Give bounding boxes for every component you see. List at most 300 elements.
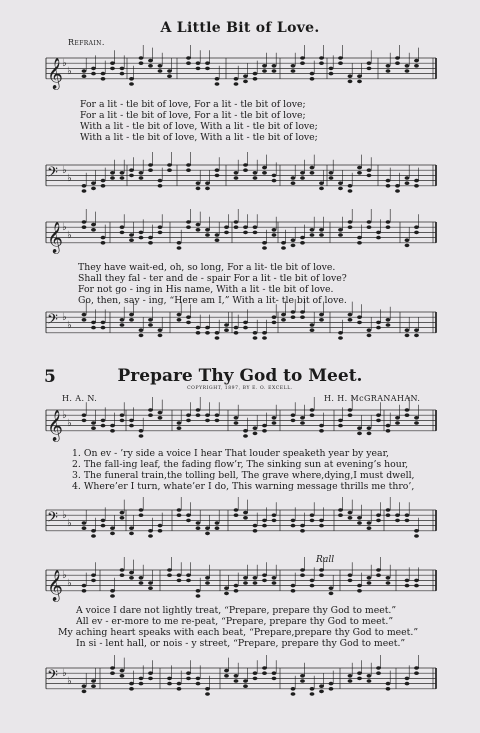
lyric-line: Go, then, say - ing, “Here am I,” With a lit- tle bit of love. <box>78 295 347 306</box>
note-head <box>196 67 201 71</box>
note-head <box>253 231 258 235</box>
note-head <box>310 579 315 583</box>
note-head <box>291 176 296 180</box>
note-head <box>243 516 248 520</box>
note-head <box>376 519 381 523</box>
note-head <box>91 326 96 330</box>
note-head <box>291 419 296 423</box>
note-head <box>300 674 305 678</box>
note-head <box>367 168 372 172</box>
note-head <box>139 231 144 235</box>
note-head <box>177 682 182 686</box>
note-head <box>253 581 258 585</box>
note-head <box>101 419 106 423</box>
note-head <box>234 176 239 180</box>
note-head <box>139 576 144 580</box>
note-head <box>348 579 353 583</box>
note-head <box>234 679 239 683</box>
note-head <box>338 233 343 237</box>
note-head <box>196 413 201 417</box>
note-head <box>91 579 96 583</box>
note-head <box>196 228 201 232</box>
note-head <box>386 64 391 68</box>
note-head <box>177 687 182 691</box>
note-head <box>262 666 267 670</box>
note-head <box>281 313 286 317</box>
note-head <box>405 413 410 417</box>
note-head <box>357 166 362 170</box>
note-head <box>205 576 210 580</box>
note-head <box>386 184 391 188</box>
note-head <box>129 687 134 691</box>
note-head <box>367 432 372 436</box>
note-head <box>120 516 125 520</box>
note-head <box>91 421 96 425</box>
note-head <box>243 679 248 683</box>
note-head <box>386 687 391 691</box>
note-head <box>110 589 115 593</box>
note-head <box>129 419 134 423</box>
note-head <box>243 581 248 585</box>
note-head <box>386 225 391 229</box>
note-head <box>167 568 172 572</box>
note-head <box>300 315 305 319</box>
note-head <box>177 573 182 577</box>
note-head <box>101 236 106 240</box>
note-head <box>367 426 372 430</box>
note-head <box>310 584 315 588</box>
bass-clef: 𝄢 <box>47 311 58 332</box>
note-head <box>205 233 210 237</box>
note-head <box>272 576 277 580</box>
note-head <box>177 421 182 425</box>
flat-sign: ♭ <box>67 418 72 429</box>
note-head <box>357 584 362 588</box>
note-head <box>215 413 220 417</box>
note-head <box>319 318 324 322</box>
note-head <box>348 313 353 317</box>
note-head <box>120 568 125 572</box>
note-head <box>291 584 296 588</box>
note-head <box>348 413 353 417</box>
note-head <box>243 321 248 325</box>
note-head <box>196 408 201 412</box>
note-head <box>348 674 353 678</box>
note-head <box>243 168 248 172</box>
note-head <box>414 64 419 68</box>
note-head <box>348 679 353 683</box>
note-head <box>196 677 201 681</box>
note-head <box>405 334 410 338</box>
note-head <box>414 59 419 63</box>
note-head <box>395 189 400 193</box>
note-head <box>357 321 362 325</box>
note-head <box>82 526 87 530</box>
note-head <box>148 236 153 240</box>
note-head <box>405 579 410 583</box>
note-head <box>281 246 286 250</box>
note-head <box>386 682 391 686</box>
note-head <box>167 168 172 172</box>
note-head <box>338 424 343 428</box>
note-head <box>215 233 220 237</box>
note-head <box>262 429 267 433</box>
note-head <box>272 581 277 585</box>
note-head <box>148 671 153 675</box>
note-head <box>253 671 258 675</box>
note-head <box>310 687 315 691</box>
note-head <box>82 225 87 229</box>
note-head <box>91 187 96 191</box>
note-head <box>310 228 315 232</box>
note-head <box>414 328 419 332</box>
note-head <box>120 72 125 76</box>
note-head <box>395 56 400 60</box>
note-head <box>262 424 267 428</box>
treble-clef: 𝄞 <box>47 409 63 441</box>
note-head <box>357 589 362 593</box>
note-head <box>120 225 125 229</box>
note-head <box>310 519 315 523</box>
note-head <box>129 571 134 575</box>
note-head <box>196 181 201 185</box>
note-head <box>234 82 239 86</box>
flat-sign: ♭ <box>67 676 72 687</box>
note-head <box>110 666 115 670</box>
note-head <box>291 315 296 319</box>
note-head <box>110 67 115 71</box>
note-head <box>272 321 277 325</box>
note-head <box>357 171 362 175</box>
note-head <box>243 80 248 84</box>
note-head <box>243 429 248 433</box>
note-head <box>300 416 305 420</box>
note-head <box>414 534 419 538</box>
note-head <box>215 168 220 172</box>
note-head <box>82 419 87 423</box>
note-head <box>338 336 343 340</box>
note-head <box>243 684 248 688</box>
note-head <box>91 223 96 227</box>
note-head <box>300 679 305 683</box>
note-head <box>243 434 248 438</box>
note-head <box>272 174 277 178</box>
note-head <box>357 80 362 84</box>
note-head <box>272 519 277 523</box>
note-head <box>101 321 106 325</box>
note-head <box>177 246 182 250</box>
note-head <box>139 682 144 686</box>
note-head <box>148 168 153 172</box>
note-head <box>205 419 210 423</box>
note-head <box>386 318 391 322</box>
note-head <box>357 677 362 681</box>
note-head <box>167 682 172 686</box>
note-head <box>253 225 258 229</box>
note-head <box>120 231 125 235</box>
note-head <box>319 429 324 433</box>
note-head <box>319 690 324 694</box>
note-head <box>262 671 267 675</box>
note-head <box>186 519 191 523</box>
note-head <box>253 529 258 533</box>
note-head <box>139 176 144 180</box>
note-head <box>148 586 153 590</box>
note-head <box>224 231 229 235</box>
note-head <box>82 584 87 588</box>
note-head <box>300 61 305 65</box>
note-head <box>329 592 334 596</box>
note-head <box>329 171 334 175</box>
flat-sign: ♭ <box>62 312 67 324</box>
note-head <box>376 573 381 577</box>
note-head <box>376 419 381 423</box>
note-head <box>262 336 267 340</box>
note-head <box>357 315 362 319</box>
note-head <box>376 236 381 240</box>
note-head <box>367 581 372 585</box>
note-head <box>120 67 125 71</box>
flat-sign: ♭ <box>62 165 67 177</box>
note-head <box>205 187 210 191</box>
note-head <box>224 225 229 229</box>
note-head <box>300 568 305 572</box>
note-head <box>291 238 296 242</box>
note-head <box>310 323 315 327</box>
note-head <box>186 579 191 583</box>
note-head <box>405 513 410 517</box>
note-head <box>186 220 191 224</box>
note-head <box>101 184 106 188</box>
flat-sign: ♭ <box>67 518 72 529</box>
note-head <box>319 181 324 185</box>
note-head <box>253 171 258 175</box>
note-head <box>348 511 353 515</box>
note-head <box>376 326 381 330</box>
lyric-line: With a lit - tle bit of love, With a lit - tle bit of love; <box>80 121 318 132</box>
flat-sign: ♭ <box>62 58 67 70</box>
note-head <box>405 181 410 185</box>
lyric-line: For a lit - tle bit of love, For a lit - tle bit of love; <box>80 110 306 121</box>
note-head <box>224 592 229 596</box>
note-head <box>120 511 125 515</box>
note-head <box>196 526 201 530</box>
flat-sign: ♭ <box>67 578 72 589</box>
note-head <box>82 521 87 525</box>
note-head <box>110 532 115 536</box>
note-head <box>129 318 134 322</box>
note-head <box>319 313 324 317</box>
note-head <box>234 77 239 81</box>
note-head <box>129 313 134 317</box>
note-head <box>110 424 115 428</box>
note-head <box>129 233 134 237</box>
note-head <box>262 246 267 250</box>
note-head <box>205 228 210 232</box>
note-head <box>196 187 201 191</box>
note-head <box>386 576 391 580</box>
note-head <box>386 69 391 73</box>
note-head <box>291 64 296 68</box>
note-head <box>120 413 125 417</box>
note-head <box>196 331 201 335</box>
note-head <box>291 687 296 691</box>
note-head <box>376 413 381 417</box>
verse-line: 2. The fall-ing leaf, the fading flow’r, The sinking sun at evening’s hour, <box>72 459 409 470</box>
note-head <box>148 323 153 327</box>
treble-clef: 𝄞 <box>47 569 63 601</box>
note-head <box>186 419 191 423</box>
note-head <box>338 508 343 512</box>
note-head <box>234 416 239 420</box>
note-head <box>196 223 201 227</box>
bass-clef: 𝄢 <box>47 667 58 688</box>
note-head <box>186 413 191 417</box>
lyric-line: For not go - ing in His name, With a lit - tle bit of love. <box>78 284 334 295</box>
note-head <box>253 331 258 335</box>
note-head <box>205 61 210 65</box>
note-head <box>367 521 372 525</box>
note-head <box>186 56 191 60</box>
note-head <box>386 220 391 224</box>
hymn-number: 5 <box>44 367 56 387</box>
note-head <box>82 69 87 73</box>
note-head <box>139 508 144 512</box>
note-head <box>414 179 419 183</box>
note-head <box>272 421 277 425</box>
flat-sign: ♭ <box>67 230 72 241</box>
note-head <box>395 61 400 65</box>
note-head <box>338 228 343 232</box>
note-head <box>405 584 410 588</box>
note-head <box>110 61 115 65</box>
flat-sign: ♭ <box>62 410 67 422</box>
note-head <box>177 313 182 317</box>
hymn-title: A Little Bit of Love. <box>160 20 320 36</box>
note-head <box>148 529 153 533</box>
note-head <box>319 233 324 237</box>
note-head <box>405 519 410 523</box>
note-head <box>234 584 239 588</box>
note-head <box>338 181 343 185</box>
note-head <box>101 72 106 76</box>
note-head <box>357 241 362 245</box>
note-head <box>243 576 248 580</box>
note-head <box>101 179 106 183</box>
note-head <box>357 236 362 240</box>
note-head <box>348 74 353 78</box>
note-head <box>91 426 96 430</box>
note-head <box>367 328 372 332</box>
note-head <box>167 573 172 577</box>
note-head <box>253 176 258 180</box>
note-head <box>243 163 248 167</box>
note-head <box>129 238 134 242</box>
flat-sign: ♭ <box>62 222 67 234</box>
note-head <box>148 677 153 681</box>
note-head <box>82 313 87 317</box>
note-head <box>348 516 353 520</box>
note-head <box>205 692 210 696</box>
note-head <box>262 64 267 68</box>
note-head <box>148 163 153 167</box>
note-head <box>414 579 419 583</box>
note-head <box>205 331 210 335</box>
note-head <box>357 74 362 78</box>
note-head <box>386 513 391 517</box>
note-head <box>224 323 229 327</box>
flat-sign: ♭ <box>62 668 67 680</box>
note-head <box>310 171 315 175</box>
note-head <box>272 233 277 237</box>
note-head <box>253 576 258 580</box>
note-head <box>205 413 210 417</box>
note-head <box>148 64 153 68</box>
author: H. A. N. <box>62 394 98 403</box>
note-head <box>300 236 305 240</box>
note-head <box>177 318 182 322</box>
note-head <box>319 568 324 572</box>
composer: H. H. McGRANAHAN. <box>324 394 421 403</box>
note-head <box>234 171 239 175</box>
note-head <box>300 529 305 533</box>
note-head <box>186 168 191 172</box>
note-head <box>101 519 106 523</box>
note-head <box>148 241 153 245</box>
note-head <box>348 220 353 224</box>
note-head <box>367 174 372 178</box>
note-head <box>367 220 372 224</box>
note-head <box>348 408 353 412</box>
note-head <box>139 581 144 585</box>
flat-sign: ♭ <box>62 570 67 582</box>
note-head <box>348 318 353 322</box>
note-head <box>272 64 277 68</box>
note-head <box>215 174 220 178</box>
note-head <box>186 225 191 229</box>
note-head <box>177 426 182 430</box>
note-head <box>300 176 305 180</box>
note-head <box>186 321 191 325</box>
note-head <box>158 411 163 415</box>
note-head <box>262 331 267 335</box>
note-head <box>215 526 220 530</box>
note-head <box>386 323 391 327</box>
note-head <box>329 67 334 71</box>
note-head <box>253 336 258 340</box>
note-head <box>319 187 324 191</box>
note-head <box>91 72 96 76</box>
note-head <box>82 690 87 694</box>
note-head <box>300 524 305 528</box>
refrain-label: Refrain. <box>68 38 105 47</box>
verse-line: 4. Where’er I turn, whate’er I do, This warning message thrills me thro’, <box>72 481 415 492</box>
note-head <box>82 189 87 193</box>
note-head <box>148 59 153 63</box>
hymn-title: Prepare Thy God to Meet. <box>117 366 363 386</box>
note-head <box>110 171 115 175</box>
note-head <box>329 687 334 691</box>
note-head <box>357 516 362 520</box>
note-head <box>300 171 305 175</box>
note-head <box>405 244 410 248</box>
note-head <box>148 408 153 412</box>
note-head <box>272 513 277 517</box>
note-head <box>395 184 400 188</box>
note-head <box>262 171 267 175</box>
note-head <box>395 513 400 517</box>
note-head <box>376 231 381 235</box>
